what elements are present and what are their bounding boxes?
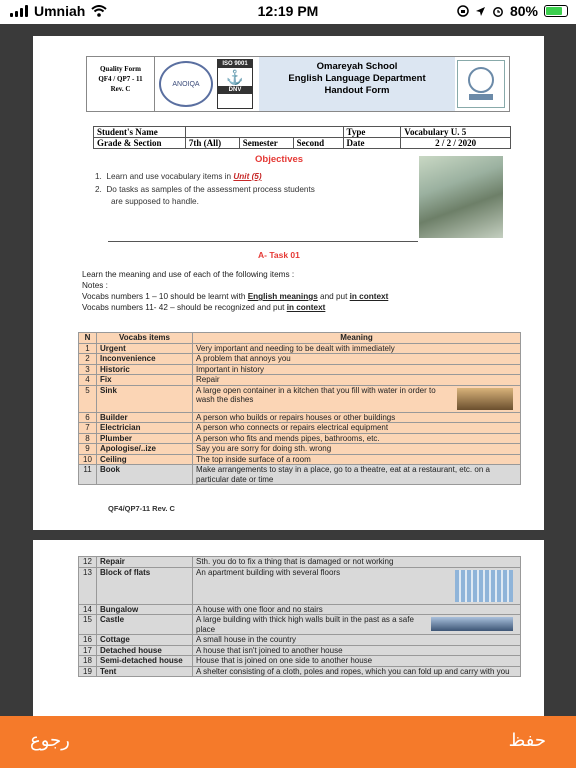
task-heading: A- Task 01 <box>258 250 300 260</box>
anchor-icon: ⚓ <box>226 69 244 85</box>
vocab-meaning <box>193 454 521 465</box>
vocab-word <box>97 567 193 604</box>
vocab-number <box>79 465 97 485</box>
objective-2-cont: are supposed to handle. <box>111 197 199 206</box>
vocab-row <box>79 364 521 375</box>
vocab-word-text: Castle <box>100 615 125 624</box>
vocab-meaning-text: A house with one floor and no stairs <box>196 604 323 614</box>
vocab-meaning <box>193 433 521 444</box>
vocab-meaning <box>193 604 521 615</box>
objectives-heading: Objectives <box>255 154 304 165</box>
flats-image <box>455 570 513 602</box>
vocab-meaning-text: A shelter consisting of a cloth, poles and ropes, which you can fold up and carry with you <box>196 666 510 676</box>
vocab-number <box>79 557 97 568</box>
objective-1-text: Learn and use vocabulary items in <box>106 172 234 181</box>
vocab-meaning <box>193 412 521 423</box>
vocab-meaning-text: A large open container in a kitchen that you fill with water in order to wash the dishes <box>196 385 436 404</box>
vocab-meaning-text: Very important and needing to be dealt with immediately <box>196 343 395 353</box>
vocab-word <box>97 645 193 656</box>
vocab-meaning <box>193 645 521 656</box>
vocab-meaning <box>193 615 521 635</box>
department-name: English Language Department <box>288 73 426 84</box>
vocab-number <box>79 645 97 656</box>
objective-1-unit: Unit (5) <box>233 172 262 181</box>
col-vocab: Vocabs items <box>97 333 193 344</box>
vocab-word <box>97 666 193 677</box>
save-button[interactable]: حفظ <box>508 730 546 751</box>
vocab-word-text: Electrician <box>100 423 141 432</box>
notes-intro: Learn the meaning and use of each of the following items : <box>82 270 295 279</box>
notes-line-1 <box>82 291 388 302</box>
vocab-meaning-text: Important in history <box>196 364 265 374</box>
student-name-label: Student's Name <box>94 127 186 138</box>
vocab-meaning <box>193 375 521 386</box>
bottom-action-bar <box>0 716 576 768</box>
vocab-row <box>79 375 521 386</box>
objective-1: 1. Learn and use vocabulary items in Unit (5) <box>95 172 262 181</box>
vocab-number-text: 18 <box>83 656 92 665</box>
vocab-meaning <box>193 385 521 412</box>
vocab-word <box>97 615 193 635</box>
vocab-row <box>79 465 521 485</box>
form-title-block <box>259 57 455 111</box>
vocab-table-page-1 <box>78 332 521 485</box>
vocab-row <box>79 615 521 635</box>
clock: 12:19 PM <box>257 3 319 19</box>
location-icon <box>475 6 486 17</box>
vocab-meaning-text: A problem that annoys you <box>196 354 291 363</box>
quality-form-code: QF4 / QP7 - 11 <box>98 75 143 83</box>
vocab-number <box>79 604 97 615</box>
quality-form-box <box>87 57 155 111</box>
vocab-number <box>79 375 97 386</box>
vocab-word <box>97 604 193 615</box>
vocab-word-text: Bungalow <box>100 604 139 614</box>
col-number: N <box>79 333 97 344</box>
quality-form-label: Quality Form <box>99 65 142 73</box>
vocab-meaning-text: House that is joined on one side to another house <box>196 656 373 665</box>
vocab-row <box>79 385 521 412</box>
vocab-number <box>79 656 97 667</box>
objective-2-text: Do tasks as samples of the assessment process students <box>106 184 315 194</box>
vocab-number-text: 19 <box>83 666 92 676</box>
vocab-meaning <box>193 656 521 667</box>
vocab-number <box>79 444 97 455</box>
vocab-number-text: 17 <box>83 645 92 655</box>
vocab-meaning <box>193 567 521 604</box>
date-label: Date <box>343 138 401 149</box>
vocab-word <box>97 557 193 568</box>
vocab-meaning <box>193 364 521 375</box>
vocab-word-text: Tent <box>100 666 117 676</box>
vocab-meaning-text: The top inside surface of a room <box>196 454 311 464</box>
iso-badge <box>217 59 253 109</box>
form-name: Handout Form <box>324 85 390 96</box>
student-name-field <box>185 127 343 138</box>
vocab-meaning-text: A large building with thick high walls built in the past as a safe place <box>196 615 414 634</box>
objectives-list <box>95 171 315 209</box>
vocab-row <box>79 343 521 354</box>
vocab-number <box>79 343 97 354</box>
vocab-number-text: 16 <box>83 635 92 644</box>
notes-line-2-text: Vocabs numbers 11- 42 – should be recognized and put <box>82 303 287 312</box>
notes-label: Notes : <box>82 281 108 290</box>
vocab-word-text: Plumber <box>100 433 133 443</box>
vocab-meaning-text: Repair <box>196 375 220 384</box>
vocab-meaning <box>193 343 521 354</box>
vocab-number-text: 6 <box>85 412 90 422</box>
vocab-number-text: 5 <box>85 385 90 395</box>
vocab-word-text: Apologise/..ize <box>100 444 157 453</box>
vocab-row <box>79 645 521 656</box>
vocab-row <box>79 567 521 604</box>
vocab-word <box>97 635 193 646</box>
screen-lock-icon <box>457 5 469 17</box>
vocab-word-text: Detached house <box>100 645 162 655</box>
student-info-table <box>93 126 511 149</box>
vocab-row <box>79 635 521 646</box>
vocab-word <box>97 656 193 667</box>
date-value: 2 / 2 / 2020 <box>401 138 511 149</box>
vocab-row <box>79 656 521 667</box>
seal-text: ANOIQA <box>172 80 200 88</box>
vocab-number-text: 8 <box>85 433 90 443</box>
vocab-row <box>79 557 521 568</box>
vocab-number-text: 12 <box>83 557 92 566</box>
vocab-number <box>79 433 97 444</box>
accreditation-seal <box>159 61 213 107</box>
castle-image <box>431 617 513 631</box>
vocab-word <box>97 423 193 434</box>
status-bar <box>0 0 576 24</box>
iso-label: ISO 9001 <box>218 60 252 68</box>
vocab-word-text: Fix <box>100 375 112 384</box>
vocab-meaning-text: A person who connects or repairs electrical equipment <box>196 423 389 432</box>
vocab-number-text: 7 <box>85 423 90 432</box>
document-page-2 <box>33 540 544 716</box>
vocab-word-text: Builder <box>100 412 128 422</box>
vocab-word-text: Sink <box>100 385 117 395</box>
vocab-meaning-text: A small house in the country <box>196 635 297 644</box>
vocab-word <box>97 385 193 412</box>
vocab-number <box>79 354 97 365</box>
vocab-number-text: 3 <box>85 364 90 374</box>
vocab-word-text: Urgent <box>100 343 126 353</box>
objective-2: 2. Do tasks as samples of the assessment process students <box>95 184 315 194</box>
grade-value: 7th (All) <box>185 138 239 149</box>
notes-line-1-emphasis-2: in context <box>349 292 389 301</box>
vocab-number-text: 14 <box>83 604 92 614</box>
vocab-word-text: Block of flats <box>100 567 151 577</box>
vocab-word <box>97 412 193 423</box>
vocab-meaning <box>193 465 521 485</box>
vocab-number-text: 11 <box>83 465 92 474</box>
vocab-word-text: Repair <box>100 557 125 566</box>
vocab-row <box>79 454 521 465</box>
vocab-number <box>79 423 97 434</box>
vocab-number <box>79 635 97 646</box>
notes-line-1-text: Vocabs numbers 1 – 10 should be learnt with <box>82 292 248 301</box>
vocab-number <box>79 412 97 423</box>
vocab-meaning <box>193 557 521 568</box>
landscape-photo <box>419 156 503 238</box>
iso-registrar: DNV <box>218 86 252 94</box>
vocab-meaning <box>193 444 521 455</box>
grade-label: Grade & Section <box>94 138 186 149</box>
back-button[interactable]: رجوع <box>30 730 70 751</box>
vocab-word <box>97 454 193 465</box>
alarm-icon <box>492 5 504 17</box>
vocab-word <box>97 433 193 444</box>
task-notes <box>82 269 388 313</box>
vocab-word <box>97 354 193 365</box>
semester-value: Second <box>293 138 343 149</box>
vocab-meaning <box>193 354 521 365</box>
vocab-word <box>97 343 193 354</box>
vocab-meaning-text: A person who fits and mends pipes, bathrooms, etc. <box>196 433 380 443</box>
school-name: Omareyah School <box>316 61 398 72</box>
vocab-table-page-2 <box>78 556 521 677</box>
vocab-word-text: Semi-detached house <box>100 656 183 665</box>
vocab-number <box>79 454 97 465</box>
vocab-word-text: Historic <box>100 364 130 374</box>
vocab-number-text: 10 <box>83 454 92 464</box>
type-label: Type <box>343 127 401 138</box>
vocab-row <box>79 423 521 434</box>
divider <box>108 241 418 242</box>
vocab-row <box>79 666 521 677</box>
vocab-word <box>97 465 193 485</box>
vocab-meaning-text: Say you are sorry for doing sth. wrong <box>196 444 332 453</box>
vocab-row <box>79 412 521 423</box>
vocab-meaning <box>193 666 521 677</box>
vocab-meaning-text: A person who builds or repairs houses or other buildings <box>196 412 396 422</box>
quality-form-rev: Rev. C <box>110 85 131 93</box>
vocab-meaning-text: Make arrangements to stay in a place, go to a theatre, eat at a restaurant, etc. on a particular date or time <box>196 465 490 484</box>
document-page-1 <box>33 36 544 530</box>
school-logo <box>457 60 505 108</box>
form-header <box>86 56 510 112</box>
vocab-word <box>97 444 193 455</box>
col-meaning: Meaning <box>193 333 521 344</box>
vocab-number-text: 15 <box>83 615 92 624</box>
notes-line-1-mid: and put <box>317 292 350 301</box>
vocab-row <box>79 433 521 444</box>
vocab-row <box>79 444 521 455</box>
document-viewer[interactable] <box>0 24 576 716</box>
vocab-row <box>79 604 521 615</box>
vocab-word-text: Ceiling <box>100 454 127 464</box>
notes-line-2 <box>82 302 388 313</box>
vocab-meaning <box>193 635 521 646</box>
vocab-number-text: 9 <box>85 444 90 453</box>
vocab-number <box>79 385 97 412</box>
vocab-number-text: 13 <box>83 567 92 577</box>
vocab-number-text: 1 <box>85 343 90 353</box>
vocab-number <box>79 567 97 604</box>
notes-line-1-emphasis: English meanings <box>247 292 318 301</box>
vocab-number <box>79 615 97 635</box>
vocab-meaning-text: Sth. you do to fix a thing that is damaged or not working <box>196 557 394 566</box>
notes-line-2-emphasis: in context <box>286 303 326 312</box>
vocab-meaning <box>193 423 521 434</box>
vocab-row <box>79 354 521 365</box>
vocab-number-text: 4 <box>85 375 90 384</box>
vocab-word-text: Book <box>100 465 120 474</box>
sink-image <box>457 388 513 410</box>
vocab-word <box>97 375 193 386</box>
form-code-footer: QF4/QP7-11 Rev. C <box>108 504 175 513</box>
vocab-number-text: 2 <box>85 354 90 363</box>
vocab-word-text: Inconvenience <box>100 354 156 363</box>
vocab-meaning-text: A house that isn't joined to another house <box>196 645 343 655</box>
vocab-meaning-text: An apartment building with several floors <box>196 567 341 577</box>
vocab-number <box>79 364 97 375</box>
carrier-name: Umniah <box>34 3 86 19</box>
battery-icon <box>544 5 568 17</box>
semester-label: Semester <box>239 138 293 149</box>
battery-percent: 80% <box>509 3 538 19</box>
vocab-word <box>97 364 193 375</box>
vocab-number <box>79 666 97 677</box>
vocab-word-text: Cottage <box>100 635 130 644</box>
type-value: Vocabulary U. 5 <box>401 127 511 138</box>
